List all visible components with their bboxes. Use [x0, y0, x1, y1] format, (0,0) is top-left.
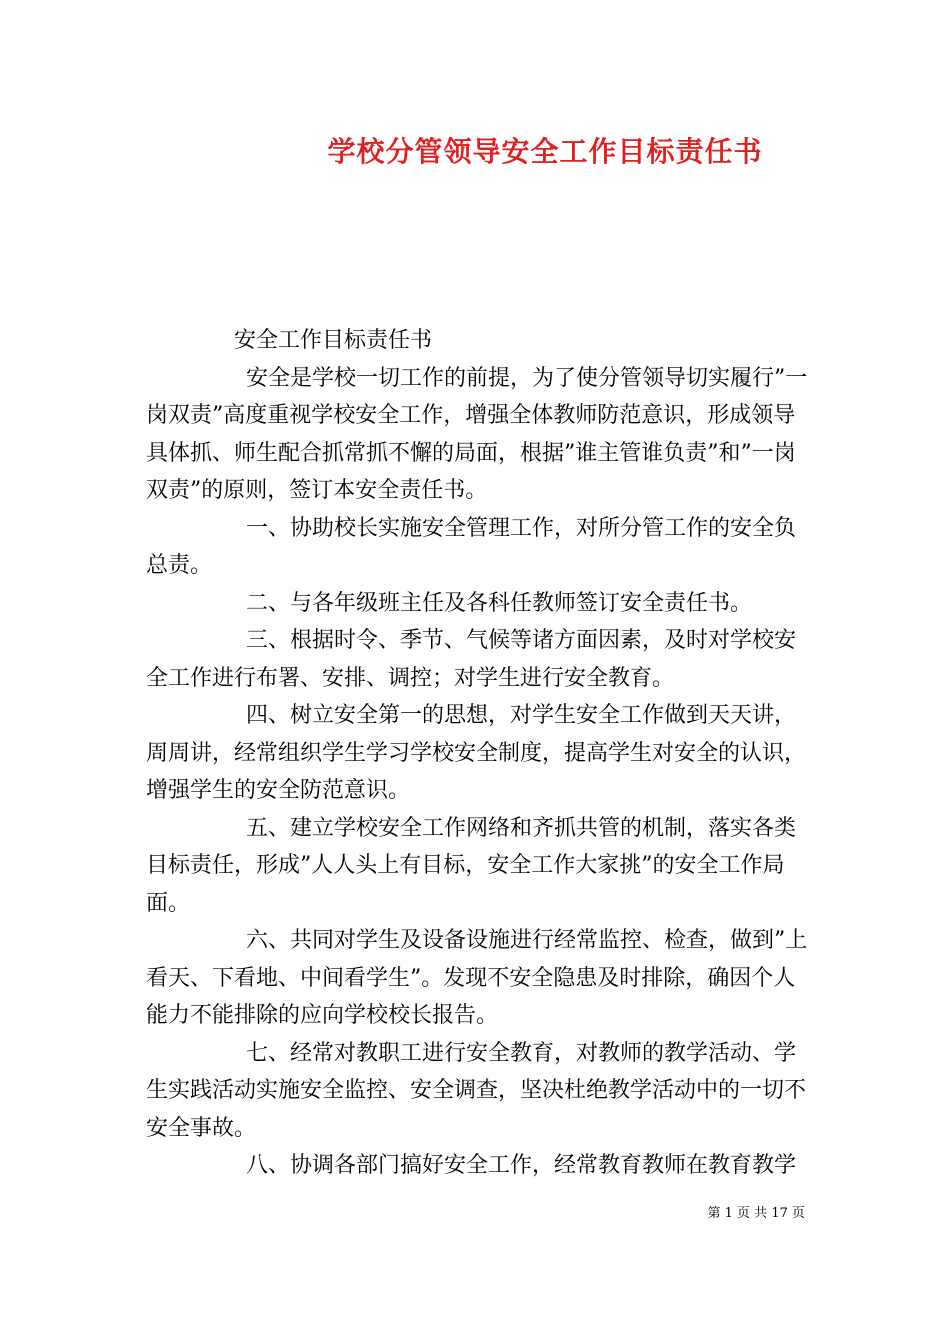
clause-4-paragraph: 四、树立安全第一的思想，对学生安全工作做到天天讲，周周讲，经常组织学生学习学校安全制度，提高学生对安全的认识，增强学生的安全防范意识。 — [146, 703, 807, 803]
clause-7-paragraph: 七、经常对教职工进行安全教育，对教师的教学活动、学生实践活动实施安全监控、安全调查，坚决杜绝教学活动中的一切不安全事故。 — [146, 1040, 807, 1141]
document-title: 学校分管领导安全工作目标责任书 — [327, 135, 763, 168]
clause-5-paragraph: 五、建立学校安全工作网络和齐抓共管的机制，落实各类目标责任，形成”人人头上有目标，安全工作大家挑”的安全工作局面。 — [146, 815, 797, 916]
document-subtitle: 安全工作目标责任书 — [234, 328, 433, 353]
clause-3-paragraph: 三、根据时令、季节、气候等诸方面因素，及时对学校安全工作进行布署、安排、调控；对学生进行安全教育。 — [146, 628, 797, 691]
document-body — [146, 322, 810, 1185]
clause-8-paragraph: 八、协调各部门搞好安全工作，经常教育教师在教育教学 — [246, 1153, 797, 1178]
intro-paragraph: 安全是学校一切工作的前提，为了使分管领导切实履行”一岗双责”高度重视学校安全工作，增强全体教师防范意识，形成领导具体抓、师生配合抓常抓不懈的局面，根据”谁主管谁负责”和”一岗双责”的原则，签订本安全责任书。 — [146, 365, 808, 503]
clause-1-paragraph: 一、协助校长实施安全管理工作，对所分管工作的安全负总责。 — [146, 515, 797, 578]
clause-2-paragraph: 二、与各年级班主任及各科任教师签订安全责任书。 — [246, 590, 753, 616]
clause-6-paragraph: 六、共同对学生及设备设施进行经常监控、检查，做到”上看天、下看地、中间看学生”。发现不安全隐患及时排除，确因个人能力不能排除的应向学校校长报告。 — [146, 928, 808, 1028]
page-number: 第 1 页 共 17 页 — [707, 1206, 805, 1221]
